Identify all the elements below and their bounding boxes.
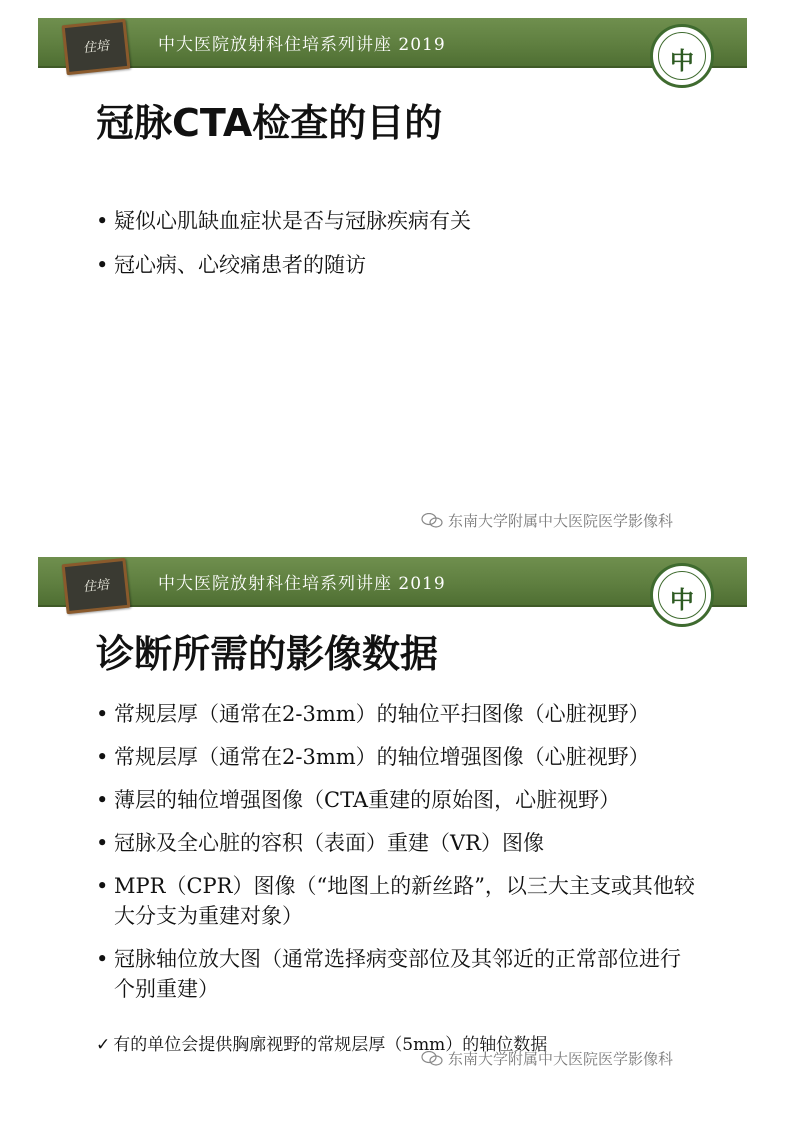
slide-banner xyxy=(38,557,747,614)
hospital-logo-icon: 中 xyxy=(650,563,714,627)
slide-title: 诊断所需的影像数据 xyxy=(96,632,439,676)
list-item: • 冠脉及全心脏的容积（表面）重建（VR）图像 xyxy=(96,831,544,855)
list-item: • MPR（CPR）图像（“地图上的新丝路”，以三大主支或其他较大分支为重建对象） xyxy=(96,874,695,928)
bullet-list xyxy=(96,206,471,294)
hospital-logo-icon: 中 xyxy=(650,24,714,88)
list-item: • 常规层厚（通常在2-3mm）的轴位平扫图像（心脏视野） xyxy=(96,702,650,726)
wechat-icon xyxy=(421,513,443,528)
list-item: • 疑似心肌缺血症状是否与冠脉疾病有关 xyxy=(96,209,471,233)
chalkboard-icon: 住培 xyxy=(62,558,131,614)
series-title: 中大医院放射科住培系列讲座 2019 xyxy=(158,35,446,55)
series-title: 中大医院放射科住培系列讲座 2019 xyxy=(158,574,446,594)
watermark: 东南大学附属中大医院医学影像科 xyxy=(421,510,673,531)
list-item: • 常规层厚（通常在2-3mm）的轴位增强图像（心脏视野） xyxy=(96,745,650,769)
slide-2 xyxy=(38,557,747,1077)
footnote: ✓ 有的单位会提供胸廓视野的常规层厚（5mm）的轴位数据 xyxy=(96,1035,548,1055)
checkmark-icon: ✓ xyxy=(96,1035,111,1055)
chalkboard-icon: 住培 xyxy=(62,19,131,75)
slide-title: 冠脉CTA检查的目的 xyxy=(96,101,443,145)
list-item: • 薄层的轴位增强图像（CTA重建的原始图，心脏视野） xyxy=(96,788,621,812)
watermark: 东南大学附属中大医院医学影像科 xyxy=(421,1048,673,1069)
slide-banner xyxy=(38,18,747,75)
list-item: • 冠脉轴位放大图（通常选择病变部位及其邻近的正常部位进行个别重建） xyxy=(96,947,681,1001)
wechat-icon xyxy=(421,1051,443,1066)
list-item: • 冠心病、心绞痛患者的随访 xyxy=(96,253,366,277)
slide-1 xyxy=(38,18,747,538)
bullet-list xyxy=(96,699,696,1017)
